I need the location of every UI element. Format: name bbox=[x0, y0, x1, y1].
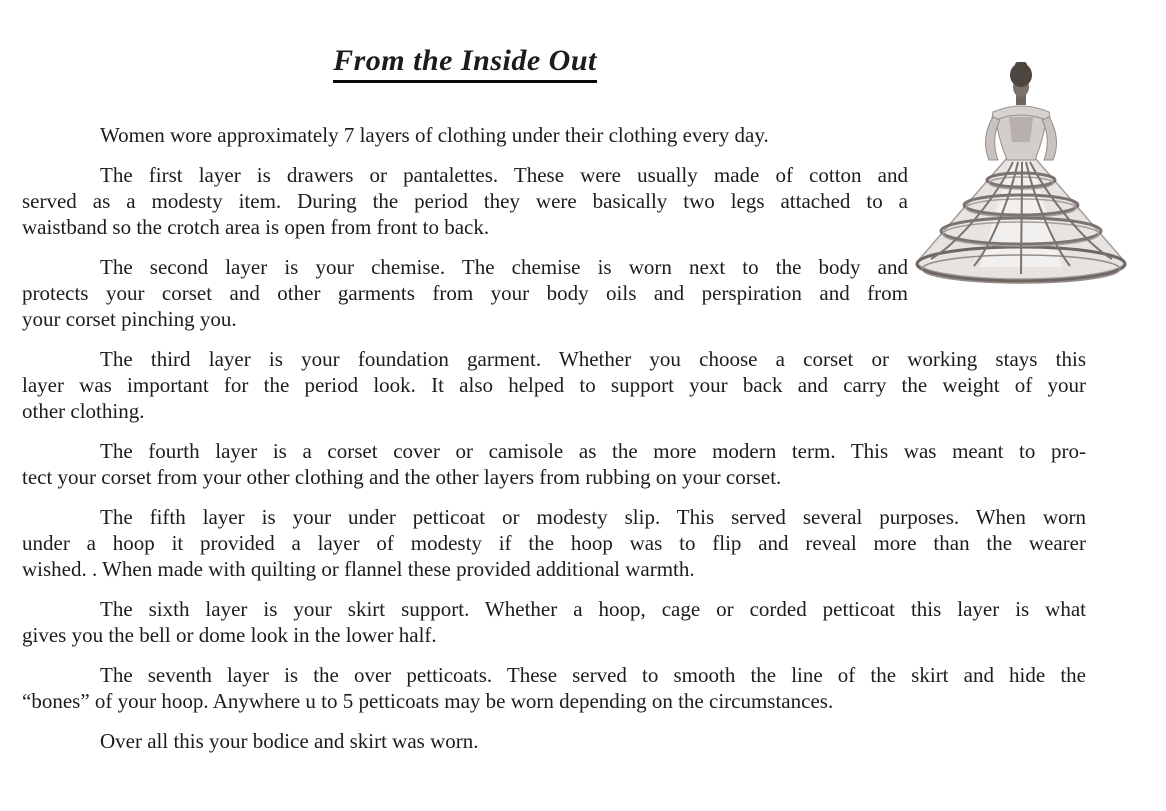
text-line: Over all this your bodice and skirt was worn. bbox=[100, 729, 479, 753]
text-line: The first layer is drawers or pantalettes. These were usually made of cotton and bbox=[100, 163, 908, 187]
paragraph-first-layer bbox=[22, 162, 908, 240]
text-line: layer was important for the period look. It also helped to support your back and carry the weight of your bbox=[22, 373, 1086, 397]
text-line: The seventh layer is the over petticoats. These served to smooth the line of the skirt and hide the bbox=[100, 663, 1086, 687]
text-line: tect your corset from your other clothing and the other layers from rubbing on your corset. bbox=[22, 465, 782, 489]
text-line: “bones” of your hoop. Anywhere u to 5 petticoats may be worn depending on the circumstances. bbox=[22, 689, 834, 713]
paragraph-intro bbox=[22, 122, 908, 148]
text-line: served as a modesty item. During the period they were basically two legs attached to a bbox=[22, 189, 908, 213]
paragraph-second-layer bbox=[22, 254, 908, 332]
paragraph-closing bbox=[22, 728, 1086, 754]
text-line: Women wore approximately 7 layers of clothing under their clothing every day. bbox=[100, 123, 769, 147]
text-line: The third layer is your foundation garment. Whether you choose a corset or working stays this bbox=[100, 347, 1086, 371]
text-line: under a hoop it provided a layer of modesty if the hoop was to flip and reveal more than the wearer bbox=[22, 531, 1086, 555]
text-line: your corset pinching you. bbox=[22, 307, 237, 331]
paragraph-fourth-layer bbox=[22, 438, 1086, 490]
text-line: The fourth layer is a corset cover or camisole as the more modern term. This was meant to pro- bbox=[100, 439, 1086, 463]
document-body bbox=[22, 122, 1086, 768]
text-line: waistband so the crotch area is open from front to back. bbox=[22, 215, 490, 239]
text-line: protects your corset and other garments from your body oils and perspiration and from bbox=[22, 281, 908, 305]
paragraph-seventh-layer bbox=[22, 662, 1086, 714]
text-line: The sixth layer is your skirt support. Whether a hoop, cage or corded petticoat this layer is what bbox=[100, 597, 1086, 621]
text-line: The second layer is your chemise. The chemise is worn next to the body and bbox=[100, 255, 908, 279]
text-line: gives you the bell or dome look in the lower half. bbox=[22, 623, 437, 647]
text-line: other clothing. bbox=[22, 399, 145, 423]
paragraph-sixth-layer bbox=[22, 596, 1086, 648]
paragraph-third-layer bbox=[22, 346, 1086, 424]
page-title bbox=[22, 44, 908, 83]
page-title-text: From the Inside Out bbox=[333, 44, 597, 83]
text-line: wished. . When made with quilting or flannel these provided additional warmth. bbox=[22, 557, 695, 581]
text-line: The fifth layer is your under petticoat or modesty slip. This served several purposes. When worn bbox=[100, 505, 1086, 529]
paragraph-fifth-layer bbox=[22, 504, 1086, 582]
